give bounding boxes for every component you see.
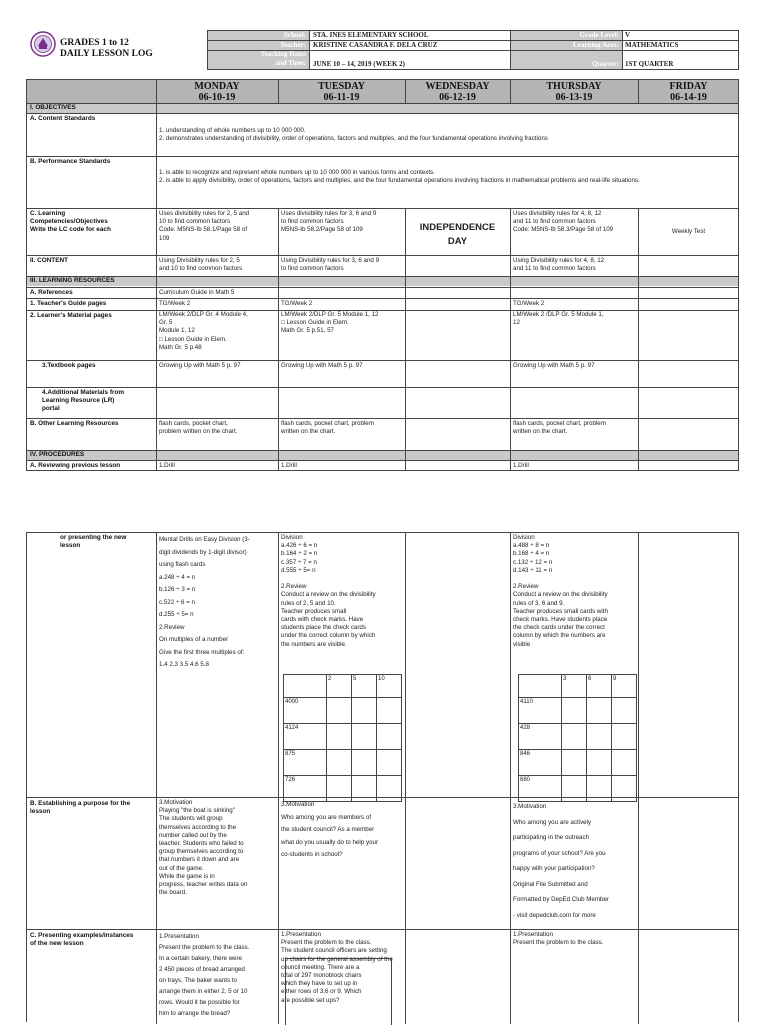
grid-row-number: 4110 <box>519 698 562 724</box>
day-tuesday: TUESDAY 06-11-19 <box>318 81 365 103</box>
tuesday-divisibility-grid <box>283 674 402 802</box>
monday-motivation: 3.Motivation Playing "the boat is sinking" The students will group themselves according to the number called out by the teacher. Students who failed to group themselves according to that numbers it down and are out of the game. While the game is in progress, teacher writes data on the board. <box>159 799 248 897</box>
grid-header-row <box>284 675 402 698</box>
thursday-content: Using Divisibility rules for 4, 8, 12 and 11 to find common factors <box>513 257 605 273</box>
grid-row-number: 428 <box>519 724 562 750</box>
tuesday-tg: TG/Week 2 <box>281 300 313 307</box>
area-value: MATHEMATICS <box>625 41 679 49</box>
day-wednesday: WEDNESDAY 06-12-19 <box>425 81 490 103</box>
tuesday-other: flash cards, pocket chart, problem written on the chart. <box>281 420 374 436</box>
tuesday-review: Division a.426 ÷ 6 = n b.164 ÷ 2 = n c.357 ÷ 7 = n d.555 ÷ 5= n 2.Review Conduct a review on the divisibility rules of 2, 5 and 10. Teacher produces small cards with check marks. Have students place the check cards under the correct column by which the numbers are visible. <box>281 534 376 648</box>
school-label: School: <box>283 31 306 39</box>
school-value: STA. INES ELEMENTARY SCHOOL <box>313 31 429 39</box>
grid-row-number: 4000 <box>284 698 327 724</box>
monday-content: Using Divisibility rules for 2, 5 and 10 to find common factors <box>159 257 243 273</box>
tuesday-lm: LM/Week 2/DLP Gr. 5 Module 1, 12 □ Lesson Guide in Elem. Math Gr. 5 p.51, 57 <box>281 311 379 335</box>
grid-head-cell: 3 <box>562 675 587 698</box>
tuesday-presentation: 1.Presentation Present the problem to the class. The student council officers are setting up chairs for the general assembly of the council meeting. There are a total of 297 monoblock chairs which they have to set up in either rows of 3,6 or 9. Which are possible set ups? <box>281 931 393 1004</box>
seal-icon <box>30 31 56 57</box>
grid-head-cell: 2 <box>327 675 352 698</box>
dates-value: JUNE 10 – 14, 2019 (WEEK 2) <box>313 60 405 68</box>
lm-label: 2. Learner's Material pages <box>30 312 112 319</box>
objectives-label: I. OBJECTIVES <box>30 104 76 111</box>
thursday-divisibility-grid <box>518 674 637 802</box>
grid-head-cell <box>284 675 327 698</box>
grid-head-cell <box>519 675 562 698</box>
tuesday-competency: Uses divisibility rules for 3, 6 and 9 to find common factors M5NS-Ib 58.2/Page 58 of 109 <box>281 210 377 234</box>
day-thursday: THURSDAY 06-13-19 <box>546 81 602 103</box>
dates-label: Teaching Dates and Time: <box>260 50 306 67</box>
other-resources-label: B. Other Learning Resources <box>30 420 119 427</box>
day-friday: FRIDAY 06-14-19 <box>669 81 708 103</box>
tuesday-problem-box <box>285 958 392 1025</box>
grid-header-row <box>519 675 637 698</box>
quarter-value: 1ST QUARTER <box>625 60 674 68</box>
content-standards-label: A. Content Standards <box>30 115 96 122</box>
grid-head-cell: 10 <box>377 675 402 698</box>
thursday-presentation: 1.Presentation Present the problem to the class. <box>513 931 604 947</box>
teacher-label: Teacher: <box>279 41 306 49</box>
monday-references: Curriculum Guide in Math 5 <box>159 289 235 296</box>
monday-competency: Uses divisibility rules for 2, 5 and 10 to find common factors Code: M5NS-Ib 58.1/Page 58 of 109 <box>159 210 250 242</box>
thursday-drill: 1.Drill <box>513 462 529 469</box>
tg-label: 1. Teacher's Guide pages <box>30 300 107 307</box>
wednesday-holiday: INDEPENDENCE DAY <box>419 222 496 247</box>
log-title <box>60 38 153 60</box>
thursday-motivation: 3.Motivation Who among you are actively participating in the outreach programs of your school? Are you happy with your participation? Original File Submitted and Formatted by DepEd Club Member - visit depedclub.com for more <box>513 803 609 919</box>
learning-resources-label: III. LEARNING RESOURCES <box>30 277 115 284</box>
grid-row-number: 846 <box>519 750 562 776</box>
monday-presentation: 1.Presentation Present the problem to the class. In a certain bakery, there were 2 450 pieces of bread arranged on trays. The baker wants to arrange them in either 2, 5 or 10 rows. Would it be possible for him to arrange the bread? <box>159 933 250 1017</box>
grade-label: Grade Level: <box>579 31 619 39</box>
grid-row <box>519 750 637 776</box>
deped-seal <box>30 31 56 57</box>
thursday-textbook: Growing Up with Math 5 p. 97 <box>513 362 595 369</box>
reviewing-label: A. Reviewing previous lesson <box>30 462 121 469</box>
additional-label: 4.Additional Materials from Learning Resource (LR) portal <box>42 389 125 412</box>
monday-textbook: Growing Up with Math 5 p. 97 <box>159 362 241 369</box>
grid-row <box>284 724 402 750</box>
competencies-label: C. Learning Competencies/Objectives Write the LC code for each <box>30 210 111 233</box>
thursday-other: flash cards, pocket chart, problem written on the chart. <box>513 420 606 436</box>
references-label: A. References <box>30 289 73 296</box>
grid-row <box>284 698 402 724</box>
grid-row-number: 680 <box>519 776 562 802</box>
content-label: II. CONTENT <box>30 257 68 264</box>
grid-head-cell: 6 <box>587 675 612 698</box>
grid-row <box>284 750 402 776</box>
grid-row <box>519 698 637 724</box>
teacher-value: KRISTINE CASANDRA F. DELA CRUZ <box>313 41 438 49</box>
purpose-label: B. Establishing a purpose for the lesson <box>30 800 131 815</box>
tuesday-content: Using Divisibility rules for 3, 6 and 9 to find common factors <box>281 257 380 273</box>
performance-standards-label: B. Performance Standards <box>30 158 111 165</box>
reviewing-cont-label: or presenting the new lesson <box>60 534 127 549</box>
tuesday-textbook: Growing Up with Math 5 p. 97 <box>281 362 363 369</box>
friday-weekly-test: Weekly Test <box>671 228 706 235</box>
grade-value: V <box>625 31 631 39</box>
grid-row-number: 875 <box>284 750 327 776</box>
tuesday-motivation: 3.Motivation Who among you are members of the student council? As a member what do you usually do to help your co-students in school? <box>281 801 378 858</box>
quarter-label: Quarter: <box>592 60 619 68</box>
monday-lm: LM/Week 2/DLP Gr. 4 Module 4, Gr. 5 Module 1, 12 □ Lesson Guide in Elem. Math Gr. 5 p.48 <box>159 311 248 351</box>
thursday-competency: Uses divisibility rules for 4, 8, 12 and 11 to find common factors Code: M5NS-Ib 58.3/Page 58 of 109 <box>513 210 614 234</box>
monday-drill: 1.Drill <box>159 462 175 469</box>
monday-review: Mental Drills on Easy Division (3- digit dividends by 1-digit divisor) using flash cards a.248 ÷ 4 = n b.126 ÷ 3 = n c.522 ÷ 6 = n d.255 ÷ 5= n 2.Review On multiples of a number Give the first three multiples of: 1.4 2.3 3.5 4.6 5.8 <box>159 536 250 668</box>
content-standards-text: 1. understanding of whole numbers up to 10 000 000. 2. demonstrates understanding of divisibility, order of operations, factors and multiples, and the four fundamental operations involving fractions <box>159 127 548 143</box>
grid-row-number: 4124 <box>284 724 327 750</box>
monday-other: flash cards, pocket chart, problem written on the chart. <box>159 420 238 436</box>
day-monday: MONDAY 06-10-19 <box>194 81 240 103</box>
thursday-tg: TG/Week 2 <box>513 300 545 307</box>
presenting-label: C. Presenting examples/instances of the new lesson <box>30 932 134 947</box>
tuesday-drill: 1.Drill <box>281 462 297 469</box>
grid-row <box>519 724 637 750</box>
thursday-lm: LM/Week 2 /DLP Gr. 5 Module 1, 12 <box>513 311 604 327</box>
textbook-label: 3.Textbook pages <box>42 362 96 369</box>
grid-row-number: 726 <box>284 776 327 802</box>
grid-row <box>284 776 402 802</box>
thursday-review: Division a.488 ÷ 8 = n b.168 ÷ 4 = n c.132 ÷ 12 = n d.143 ÷ 11 = n 2.Review Conduct a review on the divisibility rules of 3, 6 and 9. Teacher produces small cards with check marks. Have students place the check cards under the correct column by which the numbers are visible <box>513 534 608 648</box>
procedures-label: IV. PROCEDURES <box>30 451 85 458</box>
grid-head-cell: 9 <box>612 675 637 698</box>
performance-standards-text: 1. is able to recognize and represent whole numbers up to 10 000 000 in various forms and contexts. 2. is able to apply divisibility, order of operations, factors and multiples, and the four fundamental operations involving fractions in mathematical problems and real-life situations. <box>159 169 640 185</box>
grid-head-cell: 5 <box>352 675 377 698</box>
monday-tg: TG/Week 2 <box>159 300 191 307</box>
area-label: Learning Area: <box>573 41 619 49</box>
log-title-line1: GRADES 1 to 12 <box>60 38 129 48</box>
log-title-line2: DAILY LESSON LOG <box>60 49 153 59</box>
grid-row <box>519 776 637 802</box>
